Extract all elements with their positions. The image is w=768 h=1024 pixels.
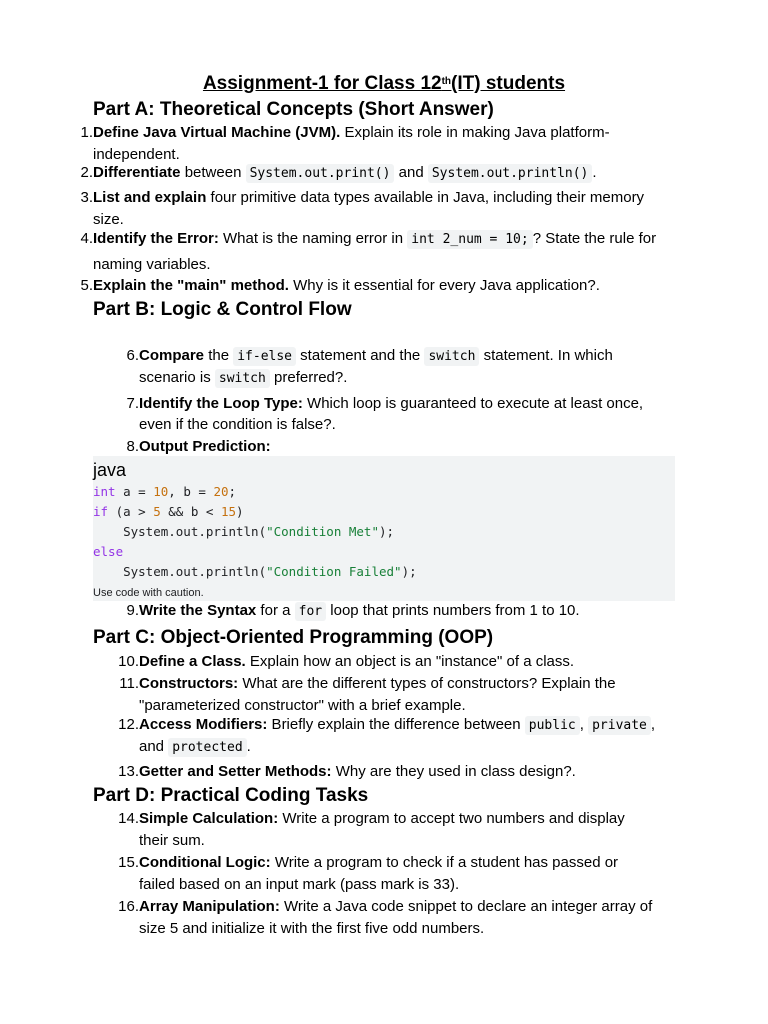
- inline-code: for: [295, 602, 326, 621]
- inline-code: System.out.print(): [246, 164, 395, 183]
- code-line: int a = 10, b = 20;: [93, 484, 237, 499]
- inline-code: public: [525, 716, 580, 735]
- code-language-label: java: [93, 460, 127, 480]
- document-title: Assignment-1 for Class 12th(IT) students: [202, 73, 566, 94]
- inline-code: System.out.println(): [428, 164, 593, 183]
- code-line: else: [93, 544, 124, 559]
- code-block: [93, 456, 675, 601]
- inline-code: int 2_num = 10;: [407, 230, 532, 249]
- part-d-heading: Part D: Practical Coding Tasks: [93, 785, 369, 806]
- inline-code: switch: [215, 369, 270, 388]
- code-line: System.out.println("Condition Met");: [93, 524, 395, 539]
- inline-code: if-else: [233, 347, 296, 366]
- inline-code: protected: [168, 738, 246, 757]
- part-a-heading: Part A: Theoretical Concepts (Short Answer): [93, 99, 494, 120]
- code-line: System.out.println("Condition Failed");: [93, 564, 417, 579]
- document-page: Assignment-1 for Class 12th(IT) students Part A: Theoretical Concepts (Short Answer) 1. Define Java Virtual Machine (JVM). Explain its role in making Java platform- independent. 2. Differentiate between System.out.print() and System.out.println() . 3. List and explain four primitive data types available in Java, including their memory size. 4. Identify the Error: What is the naming error in int 2_num = 10; ? State the rule for naming variables. 5. Explain the "main" method. Why is it essential for every Java application?. Part B: Logic & Control Flow 6. Compare the if-else statement and the switch statement. In which scenario is switch preferred?. 7. Identify the Loop Type: Which loop is guaranteed to execute at least once, even if the condition is false?. 8. Output Prediction: java int a = 10, b = 20; if (a > 5 && b < 15) System.out.println("Condition Met"); else System.out.println("Condition Failed"); Use code with caution. 9. Write the Syntax for a for loop that prints numbers from 1 to 10. Part C: Object-Oriented Programming (OOP) 10. Define a Class. Explain how an object is an "instance" of a class. 11. Constructors: What are the different types of constructors? Explain the "parameterized constructor" with a brief example. 12. Access Modifiers: Briefly explain the difference between public , private , and protected . 13. Getter and Setter Methods: Why are they used in class design?. Part D: Practical Coding Tasks 14. Simple Calculation: Write a program to accept two numbers and display their sum. 15. Conditional Logic: Write a program to check if a student has passed or failed based on an input mark (pass mark is 33). 16. Array Manipulation: Write a Java code snippet to declare an integer array of size 5 and initialize it with the first five odd numbers.: [0, 0, 768, 1024]
- code-caution-note: Use code with caution.: [93, 587, 204, 599]
- inline-code: switch: [424, 347, 479, 366]
- part-b-heading: Part B: Logic & Control Flow: [93, 299, 352, 320]
- inline-code: private: [588, 716, 651, 735]
- part-c-heading: Part C: Object-Oriented Programming (OOP): [93, 627, 494, 648]
- code-line: if (a > 5 && b < 15): [93, 504, 244, 519]
